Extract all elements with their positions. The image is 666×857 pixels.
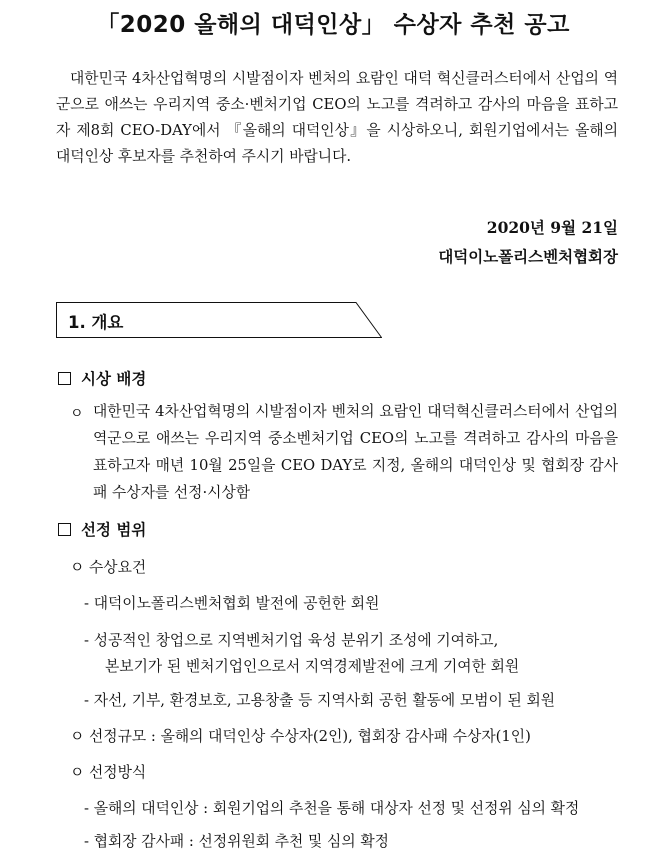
page-title: 「2020 올해의 대덕인상」 수상자 추천 공고	[96, 12, 570, 38]
issuing-organization: 대덕이노폴리스벤처협회장	[438, 247, 618, 266]
scope-heading-text: 선정 범위	[81, 521, 147, 539]
announcement-date: 2020년 9월 21일	[486, 218, 618, 237]
bullet-circle-icon: ㅇ	[70, 406, 84, 422]
method-item: - 올해의 대덕인상 : 회원기업의 추천을 통해 대상자 선정 및 선정위 심의 확정	[84, 800, 580, 817]
background-heading-text: 시상 배경	[81, 370, 147, 388]
method-item: - 협회장 감사패 : 선정위원회 추천 및 심의 확정	[84, 833, 389, 850]
intro-paragraph: 대한민국 4차산업혁명의 시발점이자 벤처의 요람인 대덕 혁신클러스터에서 산업의 역군으로 애쓰는 우리지역 중소·벤처기업 CEO의 노고를 격려하고 감사의 마음을 표하고자 제8회 CEO-DAY에서 『올해의 대덕인상』을 시상하오니, 회원기업에서는 올해의 대덕인상 후보자를 추천하여 주시기 바랍니다.	[56, 70, 618, 165]
requirement-item-continued: 본보기가 된 벤처기업인으로서 지역경제발전에 크게 기여한 회원	[105, 658, 520, 675]
scope-heading	[58, 518, 146, 540]
requirement-item: - 대덕이노폴리스벤처협회 발전에 공헌한 회원	[84, 595, 380, 612]
section-heading-box	[56, 302, 382, 338]
requirements-label: ㅇ 수상요건	[70, 559, 147, 576]
method-label: ㅇ 선정방식	[70, 764, 147, 781]
background-text: 대한민국 4차산업혁명의 시발점이자 벤처의 요람인 대덕혁신클러스터에서 산업의 역군으로 애쓰는 우리지역 중소벤처기업 CEO의 노고를 격려하고 감사의 마음을 표하고자 매년 10월 25일을 CEO DAY로 지정, 올해의 대덕인상 및 협회장 감사패 수상자를 선정·시상함	[93, 403, 618, 501]
checkbox-square-icon	[58, 372, 71, 385]
requirement-item: - 성공적인 창업으로 지역벤처기업 육성 분위기 조성에 기여하고,	[84, 632, 499, 649]
background-heading	[58, 367, 146, 389]
checkbox-square-icon	[58, 523, 71, 536]
requirement-item: - 자선, 기부, 환경보호, 고용창출 등 지역사회 공헌 활동에 모범이 된 회원	[84, 692, 556, 709]
selection-size: ㅇ 선정규모 : 올해의 대덕인상 수상자(2인), 협회장 감사패 수상자(1인)	[70, 728, 531, 745]
section-title: 1. 개요	[68, 313, 124, 332]
